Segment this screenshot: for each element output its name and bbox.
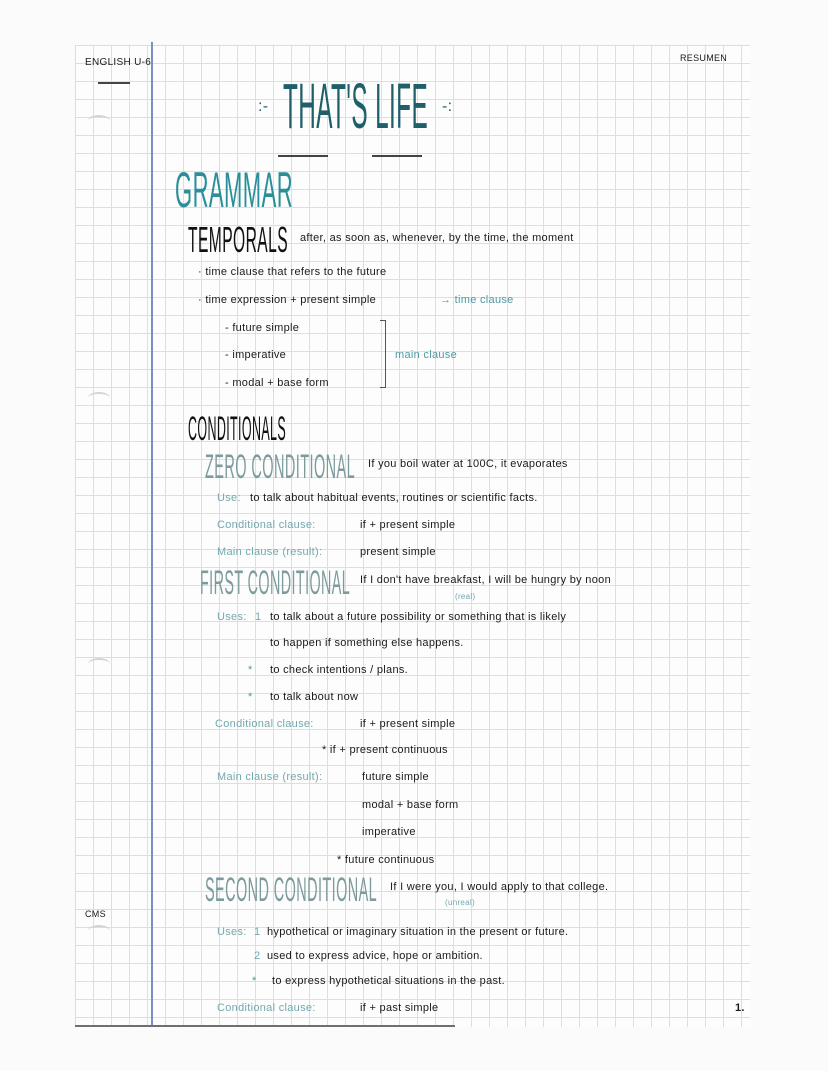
second-use: hypothetical or imaginary situation in the present or future. (267, 926, 569, 938)
punch-hole (88, 115, 110, 127)
cond-label: Conditional clause: (217, 1002, 316, 1014)
title-underline (372, 155, 422, 157)
main-label: Main clause (result): (217, 771, 323, 783)
first-main: imperative (362, 826, 416, 838)
page-title: THAT'S LIFE (283, 70, 429, 142)
main-label: Main clause (result): (217, 546, 323, 558)
temporals-bullet: · time clause that refers to the future (198, 266, 387, 278)
subject-label: ENGLISH U-6 (85, 57, 152, 68)
first-example: If I don't have breakfast, I will be hungry by noon (360, 574, 611, 586)
zero-use: to talk about habitual events, routines or scientific facts. (250, 492, 538, 504)
temporals-bullet: · time expression + present simple (198, 294, 377, 306)
margin-line (151, 42, 153, 1027)
temporals-examples: after, as soon as, whenever, by the time, the moment (300, 232, 574, 244)
zero-example: If you boil water at 100C, it evaporates (368, 458, 568, 470)
second-use: used to express advice, hope or ambition. (267, 950, 483, 962)
first-cond: if + present simple (360, 718, 456, 730)
section-label: RESUMEN (680, 53, 728, 63)
unreal-tag: (unreal) (445, 898, 475, 907)
conditionals-heading: CONDITIONALS (188, 410, 287, 448)
first-use: to talk about a future possibility or something that is likely (270, 611, 567, 623)
second-cond: if + past simple (360, 1002, 439, 1014)
zero-main: present simple (360, 546, 436, 558)
page-number: 1. (735, 1002, 745, 1014)
uses-label: Uses: (217, 611, 247, 623)
temporals-heading: TEMPORALS (188, 219, 289, 260)
first-main: modal + base form (362, 799, 459, 811)
use-label: Use: (217, 492, 241, 504)
underline (98, 82, 130, 84)
use-marker: 1 (255, 611, 262, 623)
bracket (380, 320, 386, 388)
bracket-note: main clause (395, 349, 457, 361)
cond-label: Conditional clause: (217, 519, 316, 531)
zero-cond: if + present simple (360, 519, 456, 531)
star-icon: * (248, 664, 253, 676)
arrow-note: → time clause (440, 294, 514, 306)
title-decor-left: :- (258, 98, 269, 115)
first-conditional-heading: FIRST CONDITIONAL (200, 564, 351, 602)
star-icon: * (252, 975, 257, 987)
punch-hole (88, 658, 110, 670)
temporals-sub-item: - modal + base form (225, 377, 329, 389)
punch-hole (88, 925, 110, 937)
second-use: to express hypothetical situations in the past. (272, 975, 506, 987)
first-use: to happen if something else happens. (270, 637, 464, 649)
second-example: If I were you, I would apply to that college. (390, 881, 609, 893)
second-conditional-heading: SECOND CONDITIONAL (205, 871, 378, 909)
first-use: to talk about now (270, 691, 359, 703)
star-icon: * (248, 691, 253, 703)
zero-conditional-heading: ZERO CONDITIONAL (205, 448, 356, 486)
page-edge (75, 1025, 455, 1027)
title-decor-right: -: (442, 98, 453, 115)
title-underline (278, 155, 328, 157)
first-main: * future continuous (337, 854, 435, 866)
temporals-sub-item: - imperative (225, 349, 287, 361)
real-tag: (real) (455, 592, 476, 601)
use-marker: 1 (254, 926, 261, 938)
cond-label: Conditional clause: (215, 718, 314, 730)
use-marker: 2 (254, 950, 261, 962)
grammar-heading: GRAMMAR (175, 162, 294, 218)
first-use: to check intentions / plans. (270, 664, 409, 676)
first-main: future simple (362, 771, 429, 783)
uses-label: Uses: (217, 926, 247, 938)
punch-hole (88, 392, 110, 404)
margin-note: CMS (85, 909, 106, 919)
first-cond: * if + present continuous (322, 744, 448, 756)
temporals-sub-item: - future simple (225, 322, 300, 334)
